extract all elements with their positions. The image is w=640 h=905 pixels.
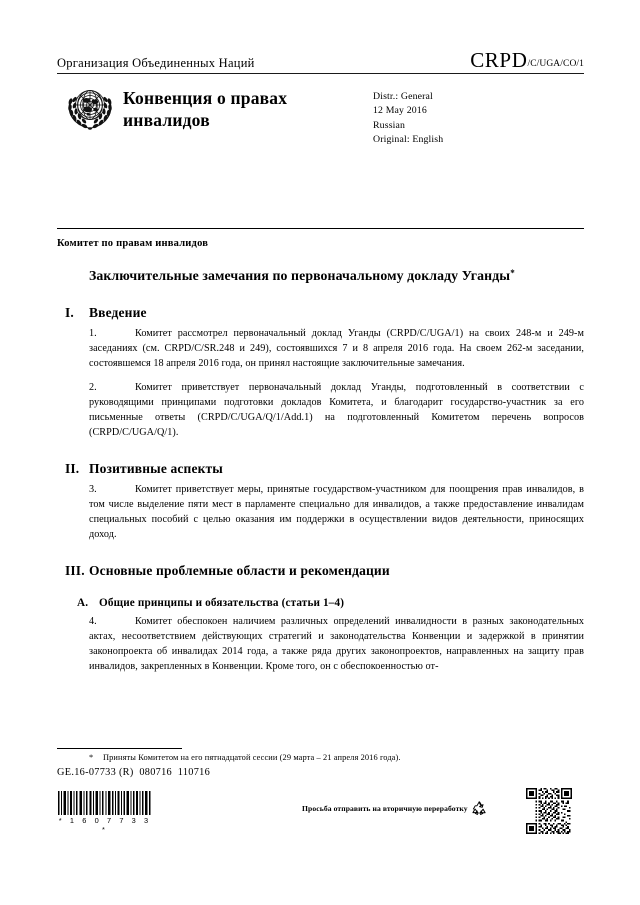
barcode [57, 791, 153, 834]
barcode-label: * 1 6 0 7 7 3 3 * [58, 816, 152, 834]
section-heading-i [57, 305, 584, 321]
footnote-marker: * [89, 753, 94, 762]
document-content [57, 238, 584, 675]
distribution-language: Russian [373, 119, 406, 131]
qr-code-container [526, 788, 572, 839]
title-footnote-marker: * [510, 268, 515, 278]
job-number: GE.16-07733 (R) 080716 110716 [57, 767, 211, 778]
section-number-ii: II. [65, 461, 80, 477]
paragraph-number-1: 1. [89, 328, 97, 340]
recycle-notice [302, 800, 487, 816]
distribution-block [373, 83, 523, 147]
page-title-text: Заключительные замечания по первоначальному докладу Уганды [89, 268, 511, 283]
recycle-text: Просьба отправить на вторичную переработку [302, 803, 468, 813]
un-emblem-container [57, 83, 123, 131]
footnote [89, 753, 559, 764]
page-title [57, 267, 584, 285]
qr-code [526, 788, 572, 834]
distribution-date: 12 May 2016 [373, 105, 427, 117]
paragraph-2 [57, 381, 584, 441]
subsection-title-a: Общие принципы и обязательства (статьи 1–4) [99, 597, 345, 610]
document-symbol-suffix: /C/UGA/CO/1 [527, 59, 584, 69]
paragraph-text-2: Комитет приветствует первоначальный доклад Уганды, подготовленный в соответствии с руководящими принципами подготовки докладов Комитета, и благодарит государство-участник за его письменные ответы (CRPD/C/UGA/Q/1/Add.1) на подготовленный Комитетом перечень вопросов (CRPD/C/UGA/Q/1). [89, 382, 584, 439]
footnote-separator [57, 748, 182, 749]
paragraph-4 [57, 615, 584, 675]
paragraph-number-4: 4. [89, 616, 97, 628]
paragraph-number-3: 3. [89, 484, 97, 496]
masthead [57, 50, 584, 147]
section-heading-ii [57, 461, 584, 477]
paragraph-text-1: Комитет рассмотрел первоначальный доклад Уганды (CRPD/C/UGA/1) на своих 248-м и 249-м заседаниях (см. CRPD/C/SR.248 и 249), состоявшихся 7 и 8 апреля 2016 года. На своем 262-м заседании, состоявшемся 18 апреля 2016 года, он принял настоящие заключительные замечания. [89, 328, 584, 370]
section-title-iii: Основные проблемные области и рекомендации [89, 563, 390, 579]
distribution-original: Original: English [373, 133, 444, 145]
footnote-text: Приняты Комитетом на его пятнадцатой сессии (29 марта – 21 апреля 2016 года). [103, 753, 401, 762]
committee-name: Комитет по правам инвалидов [57, 238, 209, 249]
masthead-top-row [57, 50, 584, 73]
paragraph-3 [57, 483, 584, 543]
masthead-divider [57, 73, 584, 74]
section-title-i: Введение [89, 305, 147, 321]
section-title-ii: Позитивные аспекты [89, 461, 224, 477]
subsection-heading-a [57, 597, 584, 609]
barcode-bars [57, 791, 153, 815]
document-symbol-main: CRPD [470, 48, 528, 72]
masthead-body [57, 83, 584, 147]
paragraph-1 [57, 327, 584, 372]
un-emblem [64, 85, 116, 131]
paragraph-number-2: 2. [89, 382, 97, 394]
header-bottom-rule [57, 228, 584, 229]
section-heading-iii [57, 563, 584, 579]
organization-name: Организация Объединенных Наций [57, 56, 255, 71]
section-number-i: I. [65, 305, 74, 321]
subsection-number-a: A. [77, 597, 89, 610]
document-symbol [470, 50, 584, 71]
paragraph-text-4: Комитет обеспокоен наличием различных определений инвалидности в разных законодательных актах, несоответствием действующих стратегий и законодательства Конвенции и задержкой в принятии законопроекта об инвалидах 2014 года, а также ряда других законопроектов, направленных на защиту прав инвалидов, закрепленных в Конвенции. Кроме того, он с обеспокоенностью от- [89, 616, 584, 673]
section-number-iii: III. [65, 563, 85, 579]
recycle-icon [471, 800, 487, 816]
distribution-type: Distr.: General [373, 91, 433, 102]
convention-title: Конвенция о правах инвалидов [123, 88, 288, 131]
paragraph-text-3: Комитет приветствует меры, принятые государством-участником для поощрения прав инвалидов, в том числе выделение пяти мест в парламенте специально для инвалидов, а также предоставление инвалидам специальных пособий с целью оказания им поддержки в осуществлении видов деятельности, приносящих доход. [89, 484, 584, 541]
